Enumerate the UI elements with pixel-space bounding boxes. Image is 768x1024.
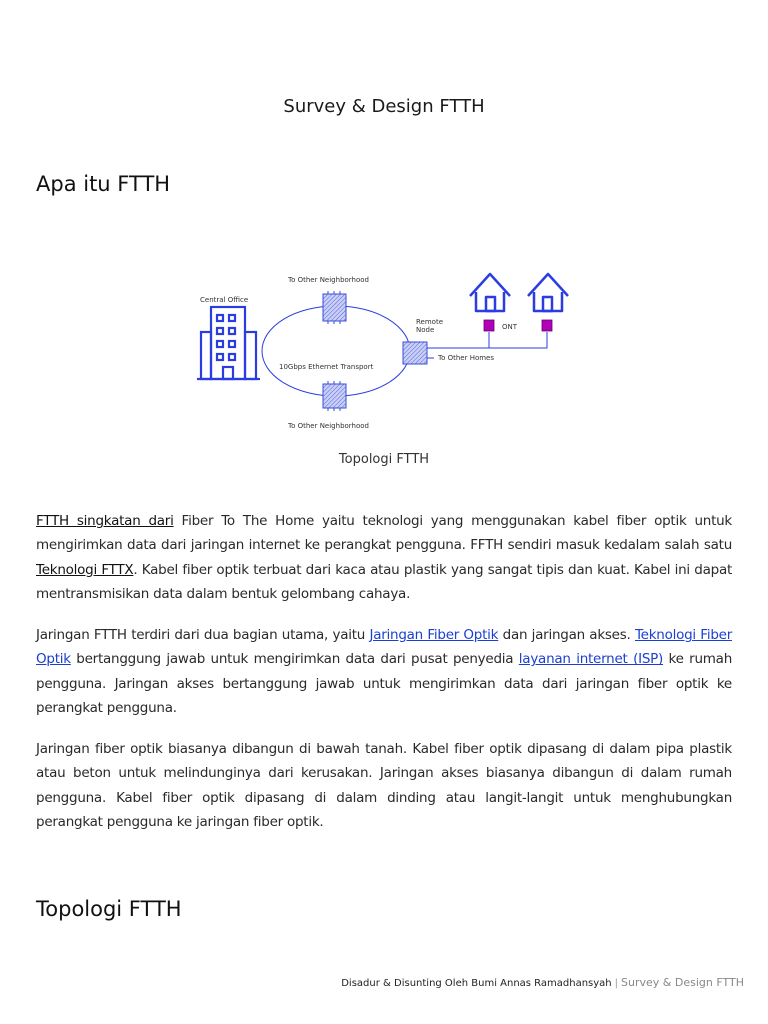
top-node-icon — [323, 291, 346, 324]
ont-box-2 — [542, 320, 552, 331]
paragraph-text: Jaringan FTTH terdiri dari dua bagian utama, yaitu — [36, 627, 370, 643]
ont-box-1 — [484, 320, 494, 331]
ftth-topology-diagram — [190, 262, 580, 434]
paragraph-text: ke rumah pengguna. Jaringan akses bertanggung jawab untuk mengirimkan data dari jaringan fiber optik ke perangkat pengguna. — [36, 651, 732, 716]
ont-label: ONT — [502, 323, 518, 331]
paragraph-fiber-installation: Jaringan fiber optik biasanya dibangun di bawah tanah. Kabel fiber optik dipasang di dalam pipa plastik atau beton untuk melindunginya dari kerusakan. Jaringan akses biasanya dibangun di dalam rumah pengguna. Kabel fiber optik dipasang di dalam dinding atau langit-langit untuk menghubungkan perangkat pengguna ke jaringan fiber optik. — [36, 741, 732, 830]
remote-node-icon — [403, 342, 427, 364]
jaringan-fiber-optik-link[interactable]: Jaringan Fiber Optik — [369, 627, 499, 643]
paragraph-text: Fiber To The Home yaitu teknologi yang menggunakan kabel fiber optik untuk mengirimkan data dari jaringan internet ke perangkat pengguna. FFTH sendiri masuk kedalam salah satu — [36, 513, 732, 554]
ftth-singkatan-link[interactable]: FTTH singkatan dari — [36, 513, 174, 529]
section-heading-topologi-ftth: Topologi FTTH — [36, 897, 182, 921]
central-office-label: Central Office — [200, 296, 249, 304]
remote-node-label-2: Node — [416, 326, 435, 334]
house-icon-1 — [470, 274, 510, 311]
section-heading-apa-itu-ftth: Apa itu FTTH — [36, 172, 171, 196]
page-footer — [341, 976, 744, 989]
paragraph-text: . Kabel fiber optik terbuat dari kaca atau plastik yang sangat tipis dan kuat. Kabel ini dapat mentransmisikan data dalam bentuk gelombang cahaya. — [36, 561, 733, 602]
footer-separator: | — [614, 978, 619, 989]
remote-node-label-1: Remote — [416, 318, 444, 326]
bottom-node-icon — [323, 381, 346, 411]
figure-caption: Topologi FTTH — [338, 452, 430, 467]
document-title: Survey & Design FTTH — [283, 96, 485, 117]
paragraph-ftth-parts — [36, 623, 732, 720]
paragraph-text: dan jaringan akses. — [498, 627, 635, 643]
drop-line-home-1 — [427, 332, 489, 348]
other-homes-label: To Other Homes — [438, 354, 495, 362]
teknologi-fiber-optik-link[interactable]: Teknologi Fiber Optik — [36, 627, 732, 668]
central-office-building-icon — [197, 307, 260, 379]
paragraph-ftth-definition — [36, 509, 732, 606]
top-neighborhood-label: To Other Neighborhood — [288, 276, 369, 284]
ftth-topology-figure — [190, 262, 580, 434]
layanan-internet-link[interactable]: layanan internet (ISP) — [518, 651, 664, 668]
bottom-neighborhood-label: To Other Neighborhood — [288, 422, 369, 430]
teknologi-fttx-link[interactable]: Teknologi FTTX — [36, 561, 134, 578]
footer-credit: Disadur & Disunting Oleh Bumi Annas Ramadhansyah — [341, 978, 612, 989]
drop-line-home-2 — [427, 332, 547, 348]
paragraph-text: bertanggung jawab untuk mengirimkan data dari pusat penyedia — [70, 651, 519, 668]
transport-label: 10Gbps Ethernet Transport — [279, 363, 374, 371]
footer-document-title: Survey & Design FTTH — [621, 976, 744, 989]
house-icon-2 — [528, 274, 568, 311]
